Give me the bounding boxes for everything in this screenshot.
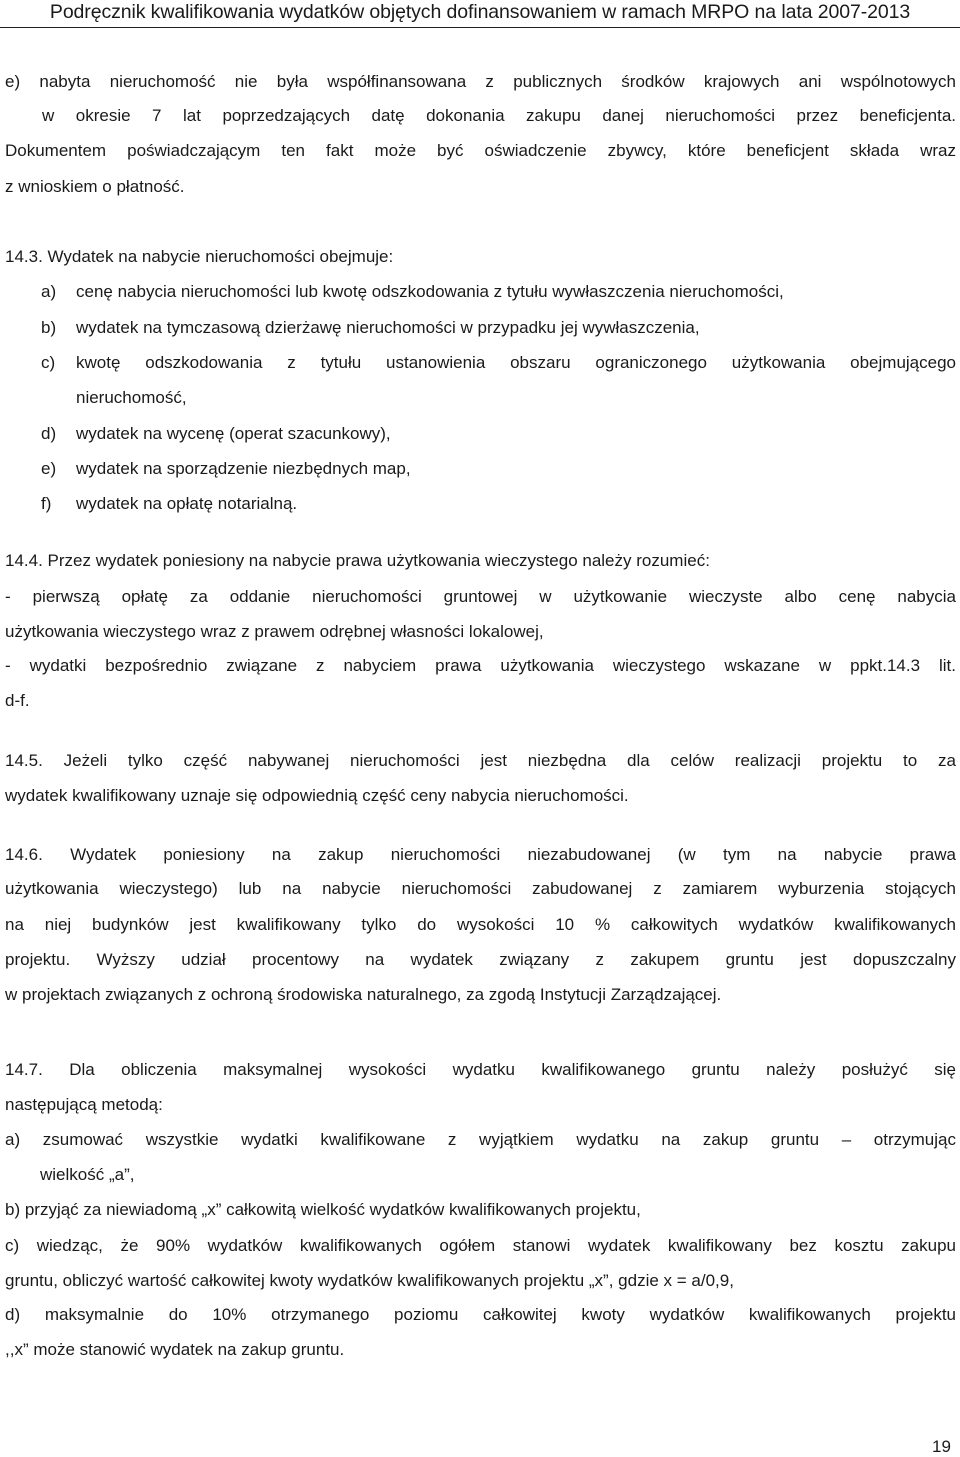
paragraph-line: wydatek kwalifikowany uznaje się odpowiednią część ceny nabycia nieruchomości. [5, 786, 629, 805]
list-item: wydatek na opłatę notarialną. [76, 494, 298, 513]
list-item: a) zsumować wszystkie wydatki kwalifikowane z wyjątkiem wydatku na zakup gruntu – otrzymując [5, 1130, 956, 1149]
page-number: 19 [932, 1437, 951, 1456]
paragraph-line: z wnioskiem o płatność. [5, 177, 185, 196]
list-item-continuation: nieruchomość, [76, 388, 187, 407]
paragraph-line: na niej budynków jest kwalifikowany tylko do wysokości 10 % całkowitych wydatków kwalifikowanych [5, 915, 956, 934]
section-heading-14-3: 14.3. Wydatek na nabycie nieruchomości obejmuje: [5, 247, 394, 266]
list-item-marker: d) [41, 424, 57, 443]
list-item: d) maksymalnie do 10% otrzymanego poziomu całkowitej kwoty wydatków kwalifikowanych projektu [5, 1305, 956, 1324]
list-item: b) przyjąć za niewiadomą „x” całkowitą wielkość wydatków kwalifikowanych projektu, [5, 1200, 641, 1219]
list-item-marker: a) [41, 282, 57, 301]
header-divider [0, 27, 960, 28]
list-item-continuation: ,,x” może stanowić wydatek na zakup gruntu. [5, 1340, 345, 1359]
list-item-continuation: wielkość „a”, [40, 1165, 135, 1184]
list-item: wydatek na wycenę (operat szacunkowy), [76, 424, 391, 443]
paragraph-line: użytkowania wieczystego) lub na nabycie nieruchomości zabudowanej z zamiarem wyburzenia stojących [5, 879, 956, 898]
list-item: kwotę odszkodowania z tytułu ustanowienia obszaru ograniczonego użytkowania obejmującego [76, 353, 956, 372]
list-item-marker: e) [41, 459, 57, 478]
list-item: c) wiedząc, że 90% wydatków kwalifikowanych ogółem stanowi wydatek kwalifikowany bez kosztu zakupu [5, 1236, 956, 1255]
section-14-7-line: 14.7. Dla obliczenia maksymalnej wysokości wydatku kwalifikowanego gruntu należy posłużyć się [5, 1060, 956, 1079]
paragraph-line: Dokumentem poświadczającym ten fakt może być oświadczenie zbywcy, które beneficjent składa wraz [5, 141, 956, 160]
paragraph-line: w okresie 7 lat poprzedzających datę dokonania zakupu danej nieruchomości przez beneficjenta. [42, 106, 956, 125]
list-item: cenę nabycia nieruchomości lub kwotę odszkodowania z tytułu wywłaszczenia nieruchomości, [76, 282, 784, 301]
paragraph-line: - pierwszą opłatę za oddanie nieruchomości gruntowej w użytkowanie wieczyste albo cenę nabycia [5, 587, 956, 606]
paragraph-line: - wydatki bezpośrednio związane z nabyciem prawa użytkowania wieczystego wskazane w ppkt.14.3 lit. [5, 656, 956, 675]
page-header: Podręcznik kwalifikowania wydatków objętych dofinansowaniem w ramach MRPO na lata 2007-2013 [49, 1, 911, 23]
list-item: wydatek na sporządzenie niezbędnych map, [76, 459, 411, 478]
paragraph-line: e) nabyta nieruchomość nie była współfinansowana z publicznych środków krajowych ani wspólnotowych [5, 72, 956, 91]
paragraph-line: w projektach związanych z ochroną środowiska naturalnego, za zgodą Instytucji Zarządzającej. [5, 985, 722, 1004]
paragraph-line: projektu. Wyższy udział procentowy na wydatek związany z zakupem gruntu jest dopuszczalny [5, 950, 956, 969]
list-item-marker: c) [41, 353, 56, 372]
list-item-marker: f) [41, 494, 52, 513]
section-14-5-line: 14.5. Jeżeli tylko część nabywanej nieruchomości jest niezbędna dla celów realizacji projektu to za [5, 751, 956, 770]
section-heading-14-4: 14.4. Przez wydatek poniesiony na nabycie prawa użytkowania wieczystego należy rozumieć: [5, 551, 710, 570]
paragraph-line: d-f. [5, 691, 30, 710]
list-item: wydatek na tymczasową dzierżawę nieruchomości w przypadku jej wywłaszczenia, [76, 318, 700, 337]
paragraph-line: następującą metodą: [5, 1095, 163, 1114]
section-14-6-line: 14.6. Wydatek poniesiony na zakup nieruchomości niezabudowanej (w tym na nabycie prawa [5, 845, 956, 864]
list-item-continuation: gruntu, obliczyć wartość całkowitej kwoty wydatków kwalifikowanych projektu „x”, gdzie x = a/0,9, [5, 1271, 734, 1290]
paragraph-line: użytkowania wieczystego wraz z prawem odrębnej własności lokalowej, [5, 622, 544, 641]
list-item-marker: b) [41, 318, 57, 337]
